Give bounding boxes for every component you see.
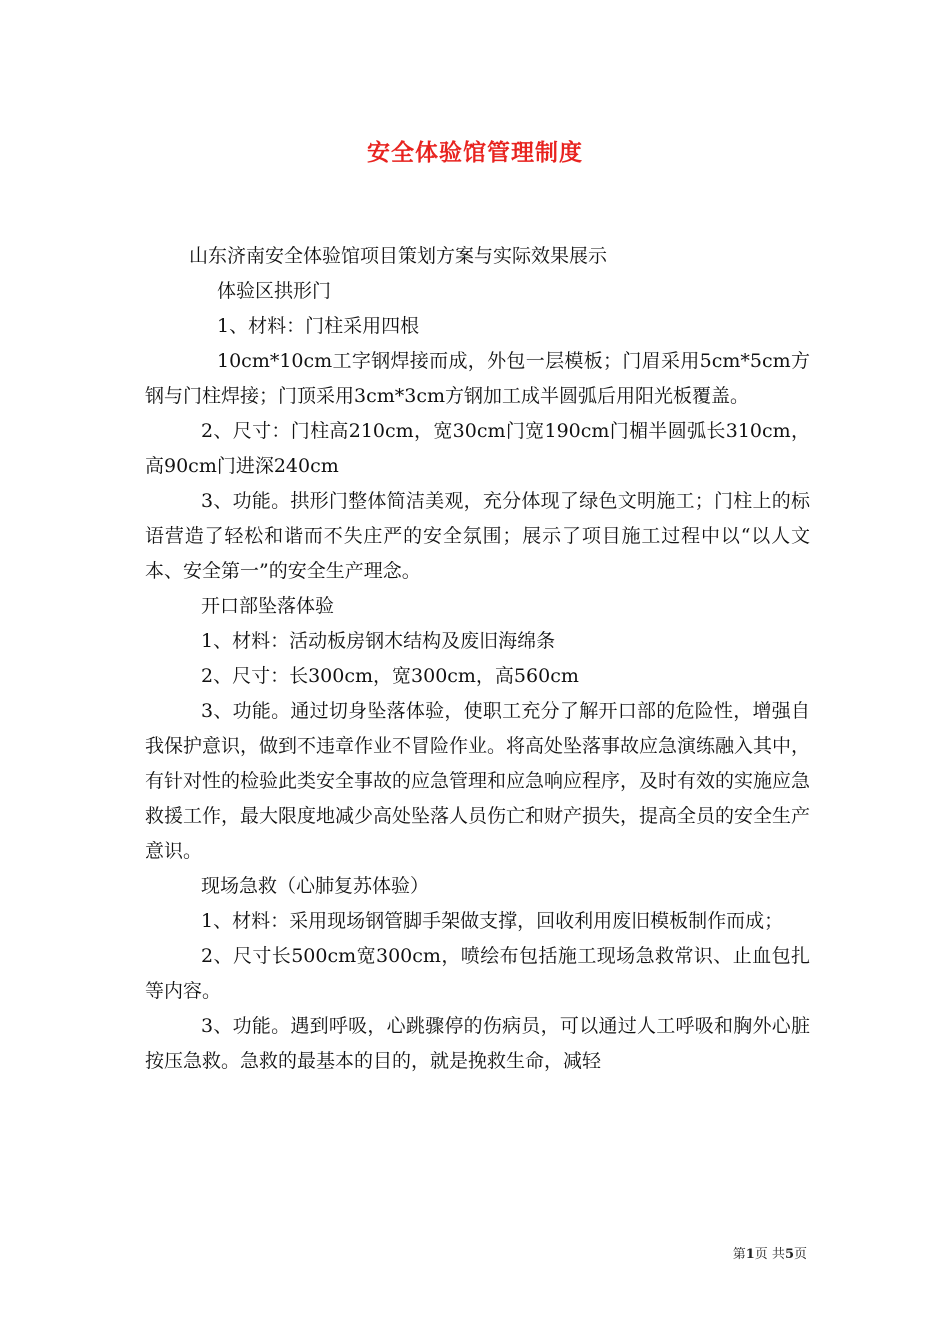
section-heading-arch-gate: 体验区拱形门 [217, 280, 332, 302]
paragraph-aid-size: 2、尺寸长500cm宽300cm，喷绘布包括施工现场急救常识、止血包扎等内容。 [145, 945, 810, 1002]
footer-total-pages: 5 [784, 1247, 794, 1262]
page-number-footer [733, 1243, 807, 1262]
paragraph-arch-material: 1、材料：门柱采用四根 [217, 315, 420, 337]
paragraph-fall-size: 2、尺寸：长300cm，宽300cm，高560cm [201, 665, 579, 687]
paragraph-arch-material-detail: 10cm*10cm工字钢焊接而成，外包一层模板；门眉采用5cm*5cm方钢与门柱焊接；门顶采用3cm*3cm方钢加工成半圆弧后用阳光板覆盖。 [145, 350, 810, 407]
document-body [145, 239, 810, 1079]
footer-prefix: 第 [732, 1247, 746, 1262]
paragraph-fall-material: 1、材料：活动板房钢木结构及废旧海绵条 [201, 630, 556, 652]
paragraph-aid-material: 1、材料：采用现场钢管脚手架做支撑，回收利用废旧模板制作而成； [201, 910, 784, 932]
footer-middle: 页 共 [754, 1247, 785, 1262]
section-heading-opening-fall: 开口部坠落体验 [201, 595, 335, 617]
paragraph-arch-function: 3、功能。拱形门整体简洁美观，充分体现了绿色文明施工；门柱上的标语营造了轻松和谐而不失庄严的安全氛围；展示了项目施工过程中以“以人文本、安全第一”的安全生产理念。 [145, 490, 810, 582]
paragraph-fall-function: 3、功能。通过切身坠落体验，使职工充分了解开口部的危险性，增强自我保护意识，做到不违章作业不冒险作业。将高处坠落事故应急演练融入其中，有针对性的检验此类安全事故的应急管理和应急响应程序，及时有效的实施应急救援工作，最大限度地减少高处坠落人员伤亡和财产损失，提高全员的安全生产意识。 [145, 700, 811, 862]
section-heading-first-aid: 现场急救（心肺复苏体验） [201, 875, 430, 897]
paragraph-arch-size: 2、尺寸：门柱高210cm，宽30cm门宽190cm门楣半圆弧长310cm，高90cm门进深240cm [145, 420, 810, 477]
paragraph-intro: 山东济南安全体验馆项目策划方案与实际效果展示 [189, 245, 608, 267]
footer-current-page: 1 [745, 1247, 755, 1262]
footer-suffix: 页 [793, 1247, 807, 1262]
paragraph-aid-function: 3、功能。遇到呼吸，心跳骤停的伤病员，可以通过人工呼吸和胸外心脏按压急救。急救的最基本的目的，就是挽救生命，减轻 [145, 1015, 810, 1072]
document-title: 安全体验馆管理制度 [367, 140, 583, 166]
